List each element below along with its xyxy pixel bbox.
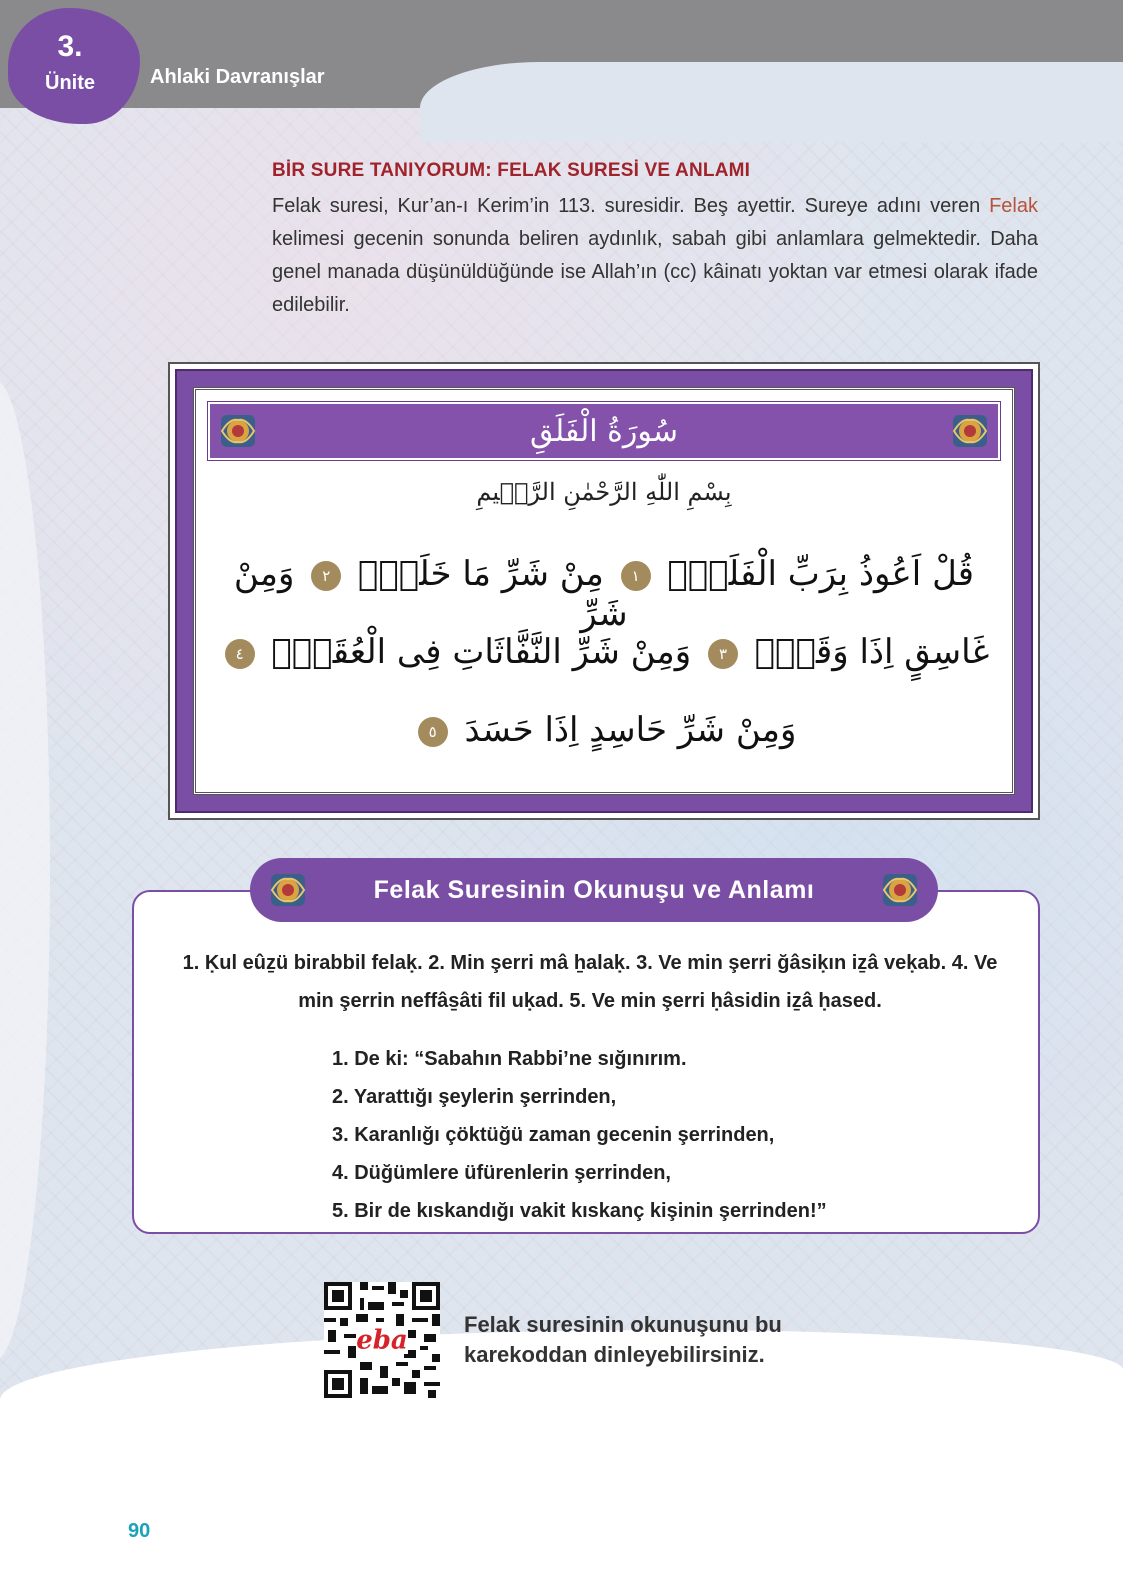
sure-title-band xyxy=(208,402,1000,460)
meaning-item: 3. Karanlığı çöktüğü zaman gecenin şerrinden, xyxy=(332,1124,775,1146)
ayah-line-2 xyxy=(216,632,992,672)
unit-number: 3. xyxy=(57,30,83,63)
meaning-item: 5. Bir de kıskandığı vakit kıskanç kişinin şerrinden!” xyxy=(332,1200,827,1222)
transliteration: 1. Ḳul eûẕü birabbil felaḳ. 2. Min şerri mâ ẖalaḳ. 3. Ve min şerri ğâsiḳın iẕâ veḳab. 4. Ve min şerrin neffâs̱âti fil uḳad. 5. Ve min şerri ḥâsidin iẕâ ḥased. xyxy=(182,952,998,1012)
intro-highlight: Felak xyxy=(989,195,1038,217)
qr-code-icon[interactable] xyxy=(324,1282,440,1398)
ayah-text: وَمِنْ شَرِّ xyxy=(233,554,628,634)
reading-title: Felak Suresinin Okunuşu ve Anlamı xyxy=(373,876,815,904)
ayah-text: غَاسِقٍ اِذَا وَقَبَۙ xyxy=(754,632,990,672)
ornament-icon xyxy=(950,412,990,450)
page-number: 90 xyxy=(128,1520,151,1542)
ayah-marker: ٥ xyxy=(418,717,448,747)
ayah-marker: ١ xyxy=(621,561,651,591)
ayah-text: وَمِنْ شَرِّ النَّفَّاثَاتِ فِى الْعُقَدِۙ xyxy=(271,632,692,672)
chapter-title: Ahlaki Davranışlar xyxy=(150,66,325,88)
meaning-item: 2. Yarattığı şeylerin şerrinden, xyxy=(332,1086,617,1108)
ayah-text: وَمِنْ شَرِّ حَاسِدٍ اِذَا حَسَدَ xyxy=(464,710,797,750)
intro-paragraph xyxy=(272,190,1038,322)
ayah-marker: ٢ xyxy=(311,561,341,591)
unit-label: Ünite xyxy=(45,72,95,94)
intro-text-1: Felak suresi, Kur’an-ı Kerim’in 113. suresidir. Beş ayettir. Sureye adını veren xyxy=(272,195,990,217)
ornament-icon xyxy=(880,871,920,909)
ayah-text: مِنْ شَرِّ مَا خَلَقَۙ xyxy=(358,554,604,594)
intro-text-2: kelimesi gecenin sonunda beliren aydınlık, sabah gibi anlamlara gelmektedir. Daha genel manada düşünüldüğünde ise Allah’ın (cc) kâinatı yoktan var etmesi olarak ifade edilebilir. xyxy=(272,228,1038,316)
meaning-item: 4. Düğümlere üfürenlerin şerrinden, xyxy=(332,1162,671,1184)
sure-name: سُورَةُ الْفَلَقِ xyxy=(530,414,678,449)
meanings-list xyxy=(332,1040,992,1230)
quran-frame xyxy=(168,362,1040,820)
qr-caption: Felak suresinin okunuşunu bu karekoddan dinleyebilirsiniz. xyxy=(464,1312,782,1367)
section-heading: BİR SURE TANIYORUM: FELAK SURESİ VE ANLAMI xyxy=(272,160,751,181)
header-curve xyxy=(420,62,1123,142)
quran-frame-inner xyxy=(193,387,1015,795)
meaning-item: 1. De ki: “Sabahın Rabbi’ne sığınırım. xyxy=(332,1048,687,1070)
unit-badge xyxy=(8,8,140,124)
ornament-icon xyxy=(268,871,308,909)
ayah-text: قُلْ اَعُوذُ بِرَبِّ الْفَلَقِۙ xyxy=(667,554,975,594)
ayah-marker: ٣ xyxy=(708,639,738,669)
quran-frame-purple xyxy=(175,369,1033,813)
eba-logo-text: eba xyxy=(356,1325,408,1356)
basmala: بِسْمِ اللّٰهِ الرَّحْمٰنِ الرَّح۪يمِ xyxy=(476,478,732,506)
ornament-icon xyxy=(218,412,258,450)
ayah-line-1 xyxy=(216,554,992,634)
ayah-marker: ٤ xyxy=(225,639,255,669)
ayah-line-3 xyxy=(216,710,992,750)
reading-title-band xyxy=(250,858,938,922)
